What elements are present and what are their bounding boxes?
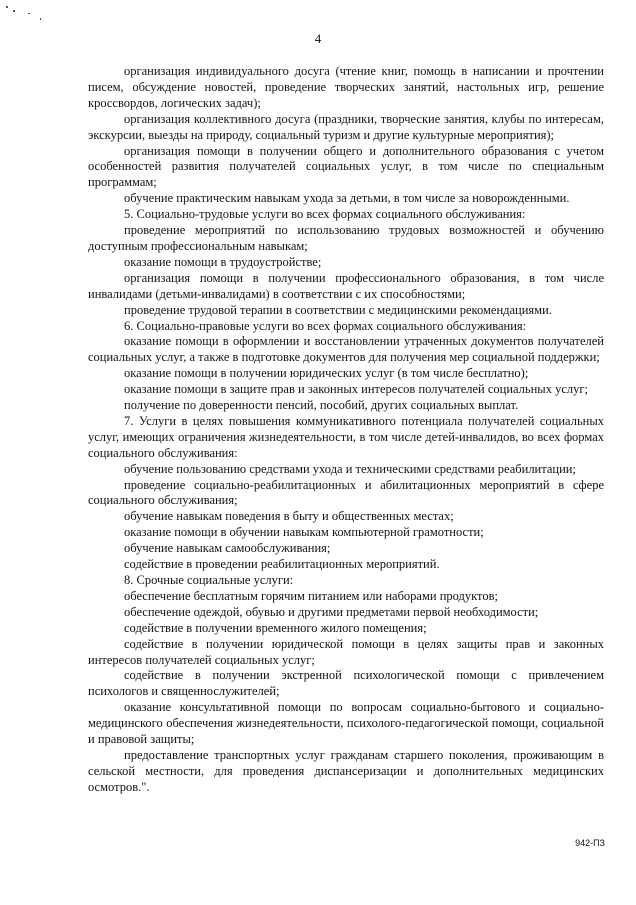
paragraph: оказание помощи в трудоустройстве;	[124, 254, 322, 269]
document-body	[88, 64, 604, 796]
section-heading: 6. Социально-правовые услуги во всех формах социального обслуживания:	[124, 318, 527, 333]
document-code: 942-ПЗ	[575, 838, 605, 848]
paragraph: получение по доверенности пенсий, пособий, других социальных выплат.	[124, 398, 519, 413]
paragraph: обучение навыкам поведения в быту и общественных местах;	[124, 509, 454, 524]
paragraph: проведение социально-реабилитационных и абилитационных мероприятий в сфере социального обслуживания;	[88, 477, 604, 508]
paragraph: содействие в получении временного жилого помещения;	[124, 620, 427, 635]
paragraph: организация индивидуального досуга (чтение книг, помощь в написании и прочтении писем, обсуждение новостей, проведение творческих занятий, настольных игр, решение кроссвордов, логических задач);	[88, 64, 604, 110]
paragraph: обучение навыкам самообслуживания;	[124, 541, 331, 556]
section-heading: 8. Срочные социальные услуги:	[124, 573, 294, 587]
paragraph: оказание помощи в обучении навыкам компьютерной грамотности;	[124, 525, 484, 540]
paragraph: обучение пользованию средствами ухода и техническими средствами реабилитации;	[124, 461, 576, 476]
paragraph: содействие в проведении реабилитационных мероприятий.	[124, 557, 440, 572]
paragraph: проведение мероприятий по использованию трудовых возможностей и обучению доступным профессиональным навыкам;	[88, 223, 604, 253]
paragraph: организация коллективного досуга (праздники, творческие занятия, клубы по интересам, экскурсии, выезды на природу, социальный туризм и другие культурные мероприятия);	[88, 111, 604, 142]
paragraph: содействие в получении экстренной психологической помощи с привлечением психологов и священнослужителей;	[88, 668, 604, 699]
paragraph: предоставление транспортных услуг гражданам старшего поколения, проживающим в сельской местности, для проведения диспансеризации и дополнительных медицинских осмотров.".	[88, 747, 604, 794]
page-number: 4	[314, 31, 322, 46]
paragraph: организация помощи в получении профессионального образования, в том числе инвалидами (детьми-инвалидами) в соответствии с их способностями;	[88, 270, 604, 301]
paragraph: содействие в получении юридической помощи в целях защиты прав и законных интересов получателей социальных услуг;	[88, 636, 604, 667]
paragraph: оказание помощи в оформлении и восстановлении утраченных документов получателей социальных услуг, а также в подготовке документов для получения мер социальной поддержки;	[88, 334, 604, 365]
paragraph: организация помощи в получении общего и дополнительного образования с учетом особенностей развития получателей социальных услуг, в том числе по специальным программам;	[88, 143, 604, 190]
scan-speck	[28, 13, 30, 14]
paragraph: обучение практическим навыкам ухода за детьми, в том числе за новорожденными.	[124, 191, 570, 206]
paragraph: оказание консультативной помощи по вопросам социально-бытового и социально-медицинского обеспечения жизнедеятельности, психолого-педагогической помощи, социальной и правовой защиты;	[88, 700, 604, 747]
section-heading: 7. Услуги в целях повышения коммуникативного потенциала получателей социальных услуг, имеющих ограничения жизнедеятельности, в том числе детей-инвалидов, во всех формах социального обслуживания:	[88, 413, 604, 460]
scan-speck	[40, 18, 41, 20]
paragraph: обеспечение одеждой, обувью и другими предметами первой необходимости;	[124, 604, 539, 619]
scan-speck	[13, 10, 15, 12]
paragraph: оказание помощи в получении юридических услуг (в том числе бесплатно);	[124, 366, 529, 381]
section-heading: 5. Социально-трудовые услуги во всех формах социального обслуживания:	[124, 207, 526, 222]
paragraph: оказание помощи в защите прав и законных интересов получателей социальных услуг;	[124, 382, 588, 397]
paragraph: обеспечение бесплатным горячим питанием или наборами продуктов;	[124, 588, 498, 603]
scan-speck	[6, 6, 8, 8]
paragraph: проведение трудовой терапии в соответствии с медицинскими рекомендациями.	[124, 302, 552, 317]
